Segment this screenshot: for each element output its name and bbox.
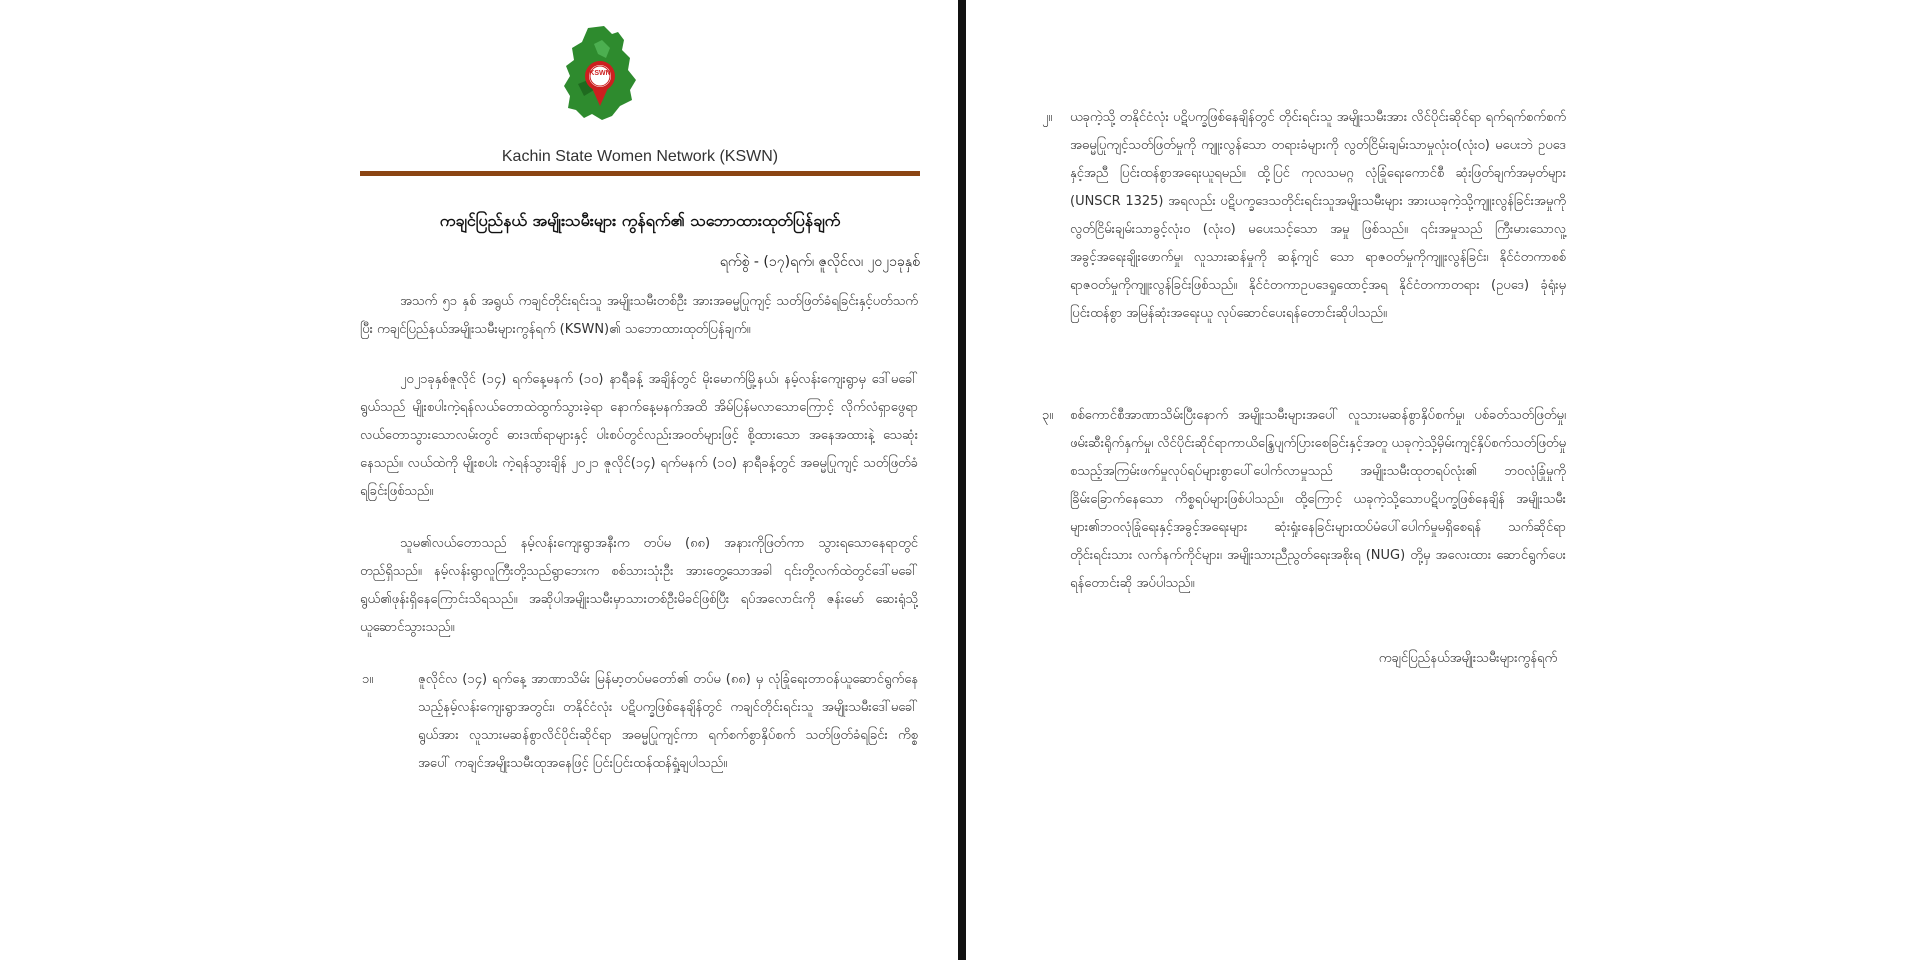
paragraph-point-2: ယခုကဲ့သို့ တနိုင်ငံလုံး ပဋိပက္ခဖြစ်နေချိန်တွင် တိုင်းရင်းသူ အမျိုးသမီးအား လိင်ပိုင်းဆိုင်ရာ ရက်ရက်စက်စက် အဓမ္မပြုကျင့်သတ်ဖြတ်မှုကို ကျူးလွန်သော တရားခံများကို လွတ်ငြိမ်းချမ်းသာမှုလုံး၀(လုံး၀) မပေးဘဲ ဥပဒေနှင့်အညီ ပြင်းထန်စွာအရေးယူရမည်။ ထို့ပြင် ကုလသမဂ္ဂ လုံခြုံရေးကောင်စီ ဆုံးဖြတ်ချက်အမှတ်များ (UNSCR 1325) အရလည်း ပဋိပက္ခဒေသတိုင်းရင်းသူအမျိုးသမီးများ အားယခုကဲ့သို့ကျူးလွန်ခြင်းအမှုကို လွတ်ငြိမ်းချမ်းသာခွင့်လုံး၀ (လုံး၀) မပေးသင့်သော အမှု ဖြစ်သည်။ ၎င်းအမှုသည် ကြီးမားသောလူ့အခွင့်အရေးချိုးဖောက်မှု၊ လူသားဆန်မှုကို ဆန့်ကျင် သော ရာဇ၀တ်မှုကိုကျူးလွန်ခြင်း၊ နိုင်ငံတကာစစ်ရာဇ၀တ်မှုကိုကျူးလွန်ခြင်းဖြစ်သည်။ နိုင်ငံတကာဥပဒေရှုထောင့်အရ နိုင်ငံတကာတရား (ဥပဒေ) ခုံရုံးမှ ပြင်းထန်စွာ အမြန်ဆုံးအရေးယူ လုပ်ဆောင်ပေးရန်တောင်းဆိုပါသည်။ [1070, 110, 1566, 321]
page-divider [958, 0, 966, 960]
paragraph-intro: အသက် ၅၁ နှစ် အရွယ် ကချင်တိုင်းရင်းသူ အမျိုးသမီးတစ်ဦး အားအဓမ္မပြုကျင့် သတ်ဖြတ်ခံရခြင်းနှင့်ပတ်သက်ပြီး ကချင်ပြည်နယ်အမျိုးသမီးများကွန်ရက် (KSWN)၏ သဘောထားထုတ်ပြန်ချက်။ [360, 294, 918, 337]
document-title: ကချင်ပြည်နယ် အမျိုးသမီးများ ကွန်ရက်၏ သဘောထားထုတ်ပြန်ချက် [439, 211, 841, 230]
org-name: Kachin State Women Network (KSWN) [501, 148, 779, 165]
paragraph-location: သူမ၏လယ်တောသည် နမ့်လန်းကျေးရွာအနီးက တပ်မ (၈၈) အနားကိုဖြတ်ကာ သွားရသောနေရာတွင်တည်ရှိသည်။ နမ့်လန်းရွာလူကြီးတို့သည်ရွာဘေးက စစ်သားသုံးဦး အားတွေ့သောအခါ ၎င်းတို့လက်ထဲတွင်ဒေါ်မခေါ်ရွယ်၏ဖုန်းရှိနေကြောင်းသိရသည်။ အဆိုပါအမျိုးသမီးမှာသားတစ်ဦးမိခင်ဖြစ်ပြီး ရပ်အလောင်းကို ဇန်းမော် ဆေးရုံသို့ ယူဆောင်သွားသည်။ [360, 536, 918, 635]
right-page [966, 0, 1920, 960]
signature: ကချင်ပြည်နယ်အမျိုးသမီးများကွန်ရက် [1378, 651, 1558, 666]
header-rule [360, 171, 920, 176]
left-page [0, 0, 958, 960]
document-date: ရက်စွဲ - (၁၇)ရက်၊ ဇူလိုင်လ၊ ၂၀၂၁ခုနှစ် [719, 254, 920, 270]
paragraph-incident: ၂၀၂၁ခုနှစ်ဇူလိုင် (၁၄) ရက်နေ့မနက် (၁၀) နာရီခန့် အချိန်တွင် မိုးမောက်မြို့နယ်၊ နမ့်လန်းကျေးရွာမှ ဒေါ်မခေါ်ရွယ်သည် မျိုးစပါးကဲ့ရန်လယ်တောထဲထွက်သွားခဲ့ရာ နောက်နေ့မနက်အထိ အိမ်ပြန်မလာသောကြောင့် လိုက်လံရှာဖွေရာ လယ်တောသွားသောလမ်းတွင် ဓားဒဏ်ရာများနှင့် ပါးစပ်တွင်လည်းအဝတ်များဖြင့် စို့ထားသော အနေအထားနဲ့ သေဆုံးနေသည်။ လယ်ထဲကို မျိုးစပါး ကဲ့ရန်သွားချိန် ၂၀၂၁ ဇူလိုင်(၁၄) ရက်မနက် (၁၀) နာရီခန့်တွင် အဓမ္မပြုကျင့် သတ်ဖြတ်ခံရခြင်းဖြစ်သည်။ [360, 372, 918, 499]
logo-text: KSWN [589, 70, 611, 77]
item-number-3: ၃။ [1042, 408, 1054, 423]
kswn-logo [558, 24, 642, 124]
paragraph-point-1: ဇူလိုင်လ (၁၄) ရက်နေ့ အာဏာသိမ်း မြန်မာ့တပ်မတော်၏ တပ်မ (၈၈) မှ လုံခြုံရေးတာဝန်ယူဆောင်ရွက်နေသည့်နမ့်လန်းကျေးရွာအတွင်း၊ တနိုင်ငံလုံး ပဋိပက္ခဖြစ်နေချိန်တွင် ကချင်တိုင်းရင်းသူ အမျိုးသမီးဒေါ်မခေါ်ရွယ်အား လူသားမဆန်စွာလိင်ပိုင်းဆိုင်ရာ အဓမ္မပြုကျင့်ကာ ရက်စက်စွာနှိပ်စက် သတ်ဖြတ်ခံရခြင်း ကိစ္စအပေါ် ကချင်အမျိုးသမီးထုအနေဖြင့် ပြင်းပြင်းထန်ထန်ရှုံ့ချပါသည်။ [418, 672, 918, 771]
paragraph-point-3: စစ်ကောင်စီအာဏာသိမ်းပြီးနောက် အမျိုးသမီးများအပေါ် လူသားမဆန်စွာနှိပ်စက်မှု၊ ပစ်ခတ်သတ်ဖြတ်မှု၊ ဖမ်းဆီးရိုက်နှက်မှု၊ လိင်ပိုင်းဆိုင်ရာကာယိန္ဒြေပျက်ပြားစေခြင်းနှင့်အတူ ယခုကဲ့သို့မှိမ်းကျင့်နှိပ်စက်သတ်ဖြတ်မှုစသည့်အကြမ်းဖက်မှုလုပ်ရပ်များစွာပေါ်ပေါက်လာမှုသည် အမျိုးသမီးထုတရပ်လုံး၏ ဘဝလုံခြုံမှုကို ခြိမ်းခြောက်နေသော ကိစ္စရပ်များဖြစ်ပါသည်။ ထို့ကြောင့် ယခုကဲ့သို့သောပဋိပက္ခဖြစ်နေချိန် အမျိုးသမီးများ၏ဘဝလုံခြုံရေးနှင့်အခွင့်အရေးများ ဆုံးရှုံးနေခြင်းများထပ်မံပေါ်ပေါက်မှုမရှိစေရန် သက်ဆိုင်ရာ တိုင်းရင်းသား လက်နက်ကိုင်များ၊ အမျိုးသားညီညွတ်ရေးအစိုးရ (NUG) တို့မှ အလေးထား ဆောင်ရွက်ပေးရန်တောင်းဆို အပ်ပါသည်။ [1070, 408, 1566, 591]
item-number-1: ၁။ [362, 672, 374, 687]
item-number-2: ၂။ [1042, 110, 1053, 125]
